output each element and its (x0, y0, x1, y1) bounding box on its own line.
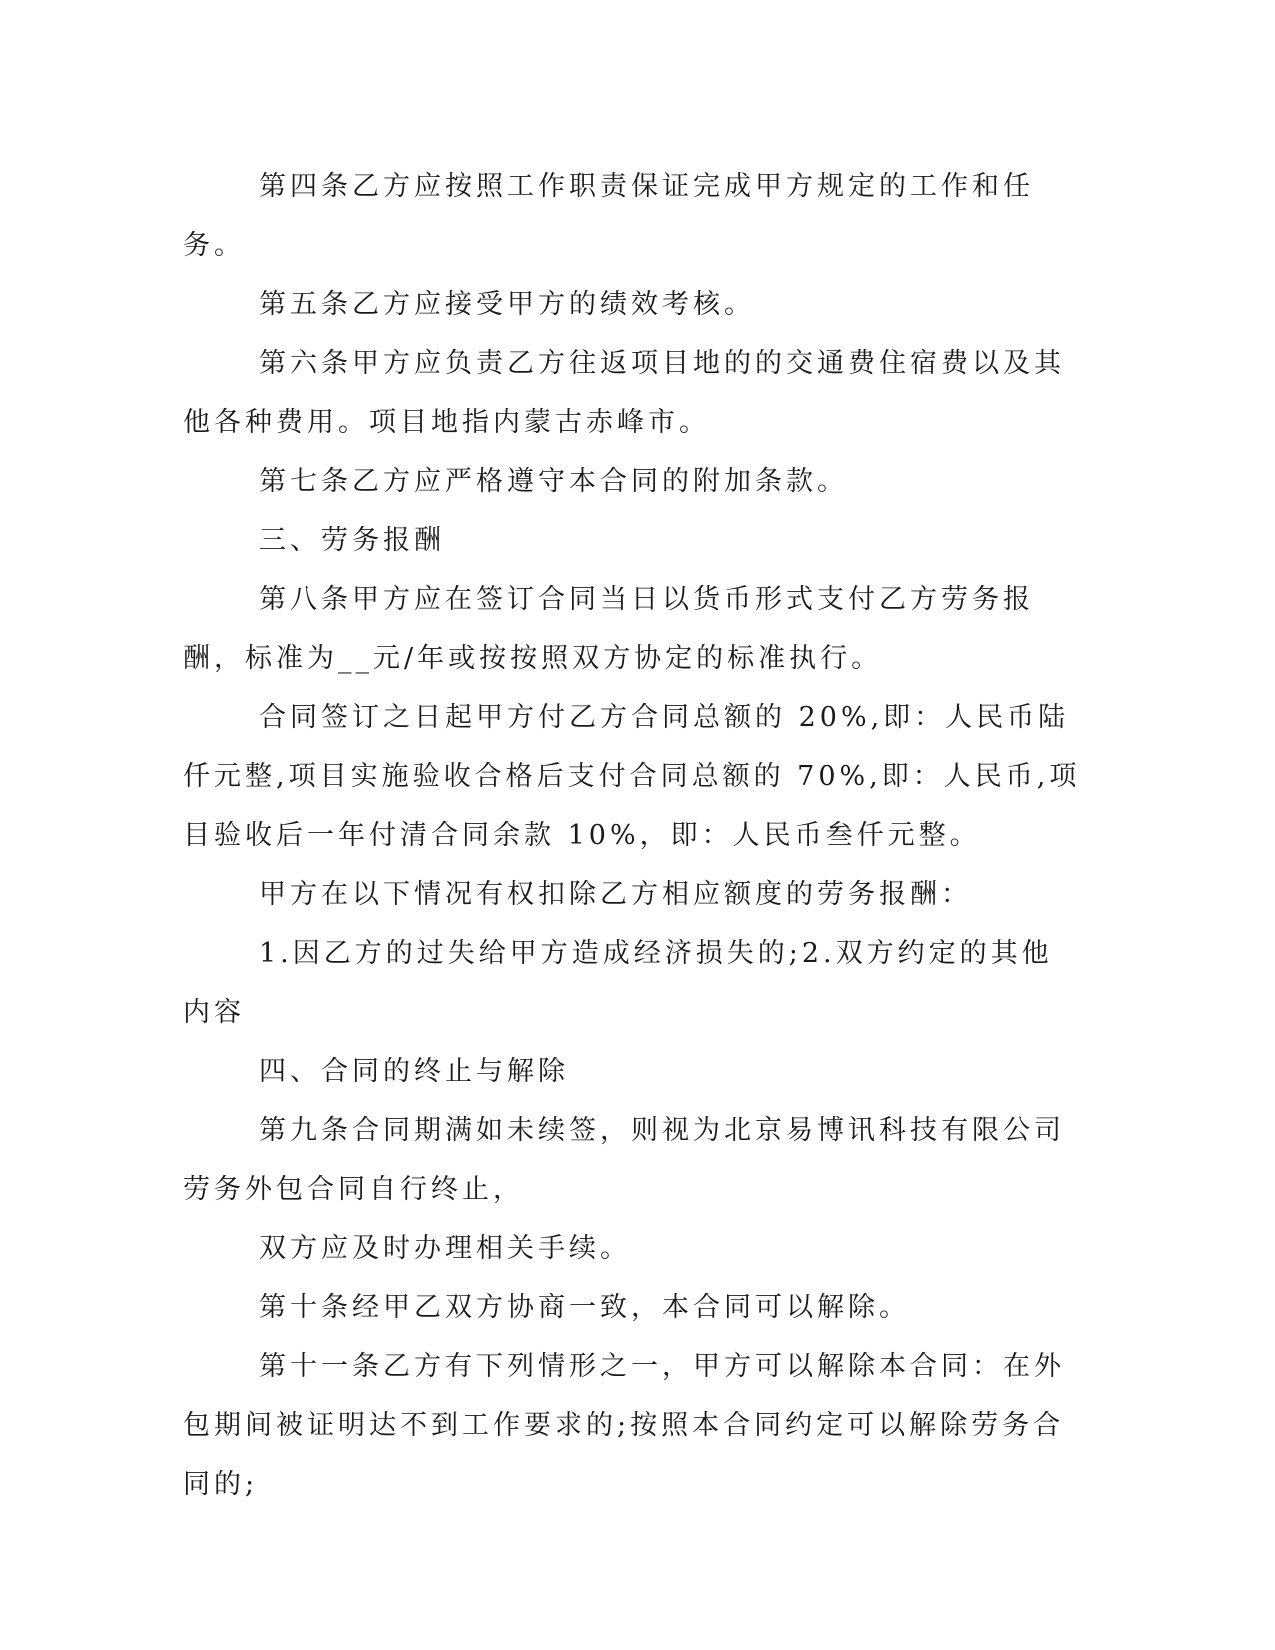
clause-5-paragraph: 第五条乙方应接受甲方的绩效考核。 (259, 289, 755, 320)
procedures-paragraph: 双方应及时办理相关手续。 (259, 1233, 631, 1264)
clause-7-paragraph: 第七条乙方应严格遵守本合同的附加条款。 (259, 466, 848, 497)
payment-schedule-paragraph: 合同签订之日起甲方付乙方合同总额的 20%,即：人民币陆仟元整,项目实施验收合格后支付合同总额的 70%,即：人民币,项目验收后一年付清合同余款 10%，即：人民币叁仟元整。 (183, 702, 1081, 851)
clause-6-paragraph: 第六条甲方应负责乙方往返项目地的的交通费住宿费以及其他各种费用。项目地指内蒙古赤峰市。 (183, 348, 1065, 438)
clause-11-paragraph: 第十一条乙方有下列情形之一，甲方可以解除本合同：在外包期间被证明达不到工作要求的;按照本合同约定可以解除劳务合同的; (183, 1351, 1065, 1500)
clause-10-paragraph: 第十条经甲乙双方协商一致，本合同可以解除。 (259, 1292, 910, 1323)
clause-9-paragraph: 第九条合同期满如未续签，则视为北京易博讯科技有限公司劳务外包合同自行终止， (183, 1115, 1065, 1205)
deduction-list-paragraph: 1.因乙方的过失给甲方造成经济损失的;2.双方约定的其他内容 (183, 938, 1053, 1028)
deduction-intro-paragraph: 甲方在以下情况有权扣除乙方相应额度的劳务报酬： (259, 879, 972, 910)
section-4-heading: 四、合同的终止与解除 (259, 1056, 569, 1087)
clause-4-paragraph: 第四条乙方应按照工作职责保证完成甲方规定的工作和任务。 (183, 171, 1034, 261)
section-3-heading: 三、劳务报酬 (259, 525, 445, 556)
document-body (183, 157, 1083, 1514)
clause-8-paragraph: 第八条甲方应在签订合同当日以货币形式支付乙方劳务报酬，标准为__元/年或按按照双方协定的标准执行。 (183, 584, 1034, 674)
